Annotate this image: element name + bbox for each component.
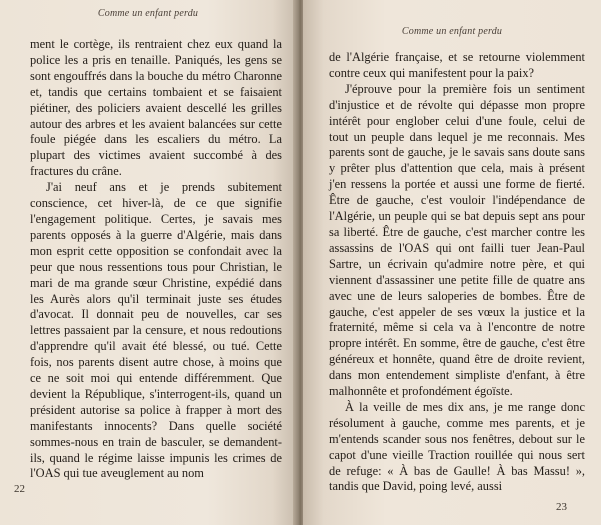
body-text bbox=[30, 37, 282, 482]
running-header: Comme un enfant perdu bbox=[401, 26, 503, 37]
body-text bbox=[329, 50, 585, 495]
paragraph: de l'Algérie française, et se retourne violemment contre ceux qui manifestent pour la paix? bbox=[329, 50, 585, 80]
paragraph: J'ai neuf ans et je prends subitement conscience, cet hiver-là, de ce que signifie l'engagement politique. Certes, je savais mes parents opposés à la guerre d'Algérie, mais dans mon esprit cette opposition se confondait avec la peur que nous ressentions tous pour Christian, le mari de ma grande sœur Christine, expédié dans les Aurès alors qu'il terminait juste ses études d'avocat. Il donnait peu de nouvelles, car ses lettres passaient par la censure, et nous redoutions d'apprendre qu'il avait été blessé, ou tué. Cette fois, nos parents disent autre chose, à moins que ce ne soit moi qui entende différemment. Que devient la République, s'interrogent-ils, quand un président autorise sa police à frapper à mort des manifestants innocents? Dans quelle société sommes-nous en train de basculer, se demandent-ils, quand le régime laisse impunis les crimes de l'OAS qui tue aveuglement au nom bbox=[30, 180, 282, 481]
right-page bbox=[303, 0, 601, 525]
page-number: 23 bbox=[556, 501, 567, 513]
paragraph: J'éprouve pour la première fois un sentiment d'injustice et de révolte qui dépasse mon propre intérêt pour englober celui d'une foule, celui de tout un peuple dans lequel je me reconnais. Mes parents sont de gauche, je le savais sans doute sans y prêter plus d'attention que cela, mais à présent j'en ressens la portée et aussi une forme de fierté. Être de gauche, c'est vouloir l'indépendance de l'Algérie, un peuple qui se bat depuis sept ans pour sa liberté. Être de gauche, c'est marcher contre les assassins de l'OAS qui ont failli tuer Jean-Paul Sartre, un écrivain qu'admire notre père, et qui viennent d'assassiner une petite fille de quatre ans avec une de leurs saloperies de bombes. Être de gauche, c'est appeler de ses vœux la justice et la fraternité, même si cela va à l'encontre de notre propre intérêt. En somme, être de gauche, c'est être généreux et honnête, quand être de droite revient, dans mon entendement simpliste d'enfant, à être malhonnête et profondément égoïste. bbox=[329, 81, 585, 399]
page-number: 22 bbox=[14, 483, 25, 495]
paragraph: ment le cortège, ils rentraient chez eux quand la police les a pris en tenaille. Paniqués, les gens se sont engouffrés dans la bouche du métro Charonne et, tandis que certains tombaient et se faisaient piétiner, des policiers avaient descellé les grilles autour des arbres et les avaient balancées sur cette foule piégée dans les escaliers du métro. La plupart des victimes avaient succombé à des fractures du crâne. bbox=[30, 37, 282, 179]
left-page bbox=[0, 0, 296, 525]
paragraph: À la veille de mes dix ans, je me range donc résolument à gauche, comme mes parents, et je m'entends scander sous nos fenêtres, debout sur le capot d'une vieille Traction rouillée qui nous sert de refuge: « À bas de Gaulle! À bas Massu! », tandis que David, poing levé, aussi bbox=[329, 399, 585, 494]
running-header: Comme un enfant perdu bbox=[97, 8, 199, 19]
